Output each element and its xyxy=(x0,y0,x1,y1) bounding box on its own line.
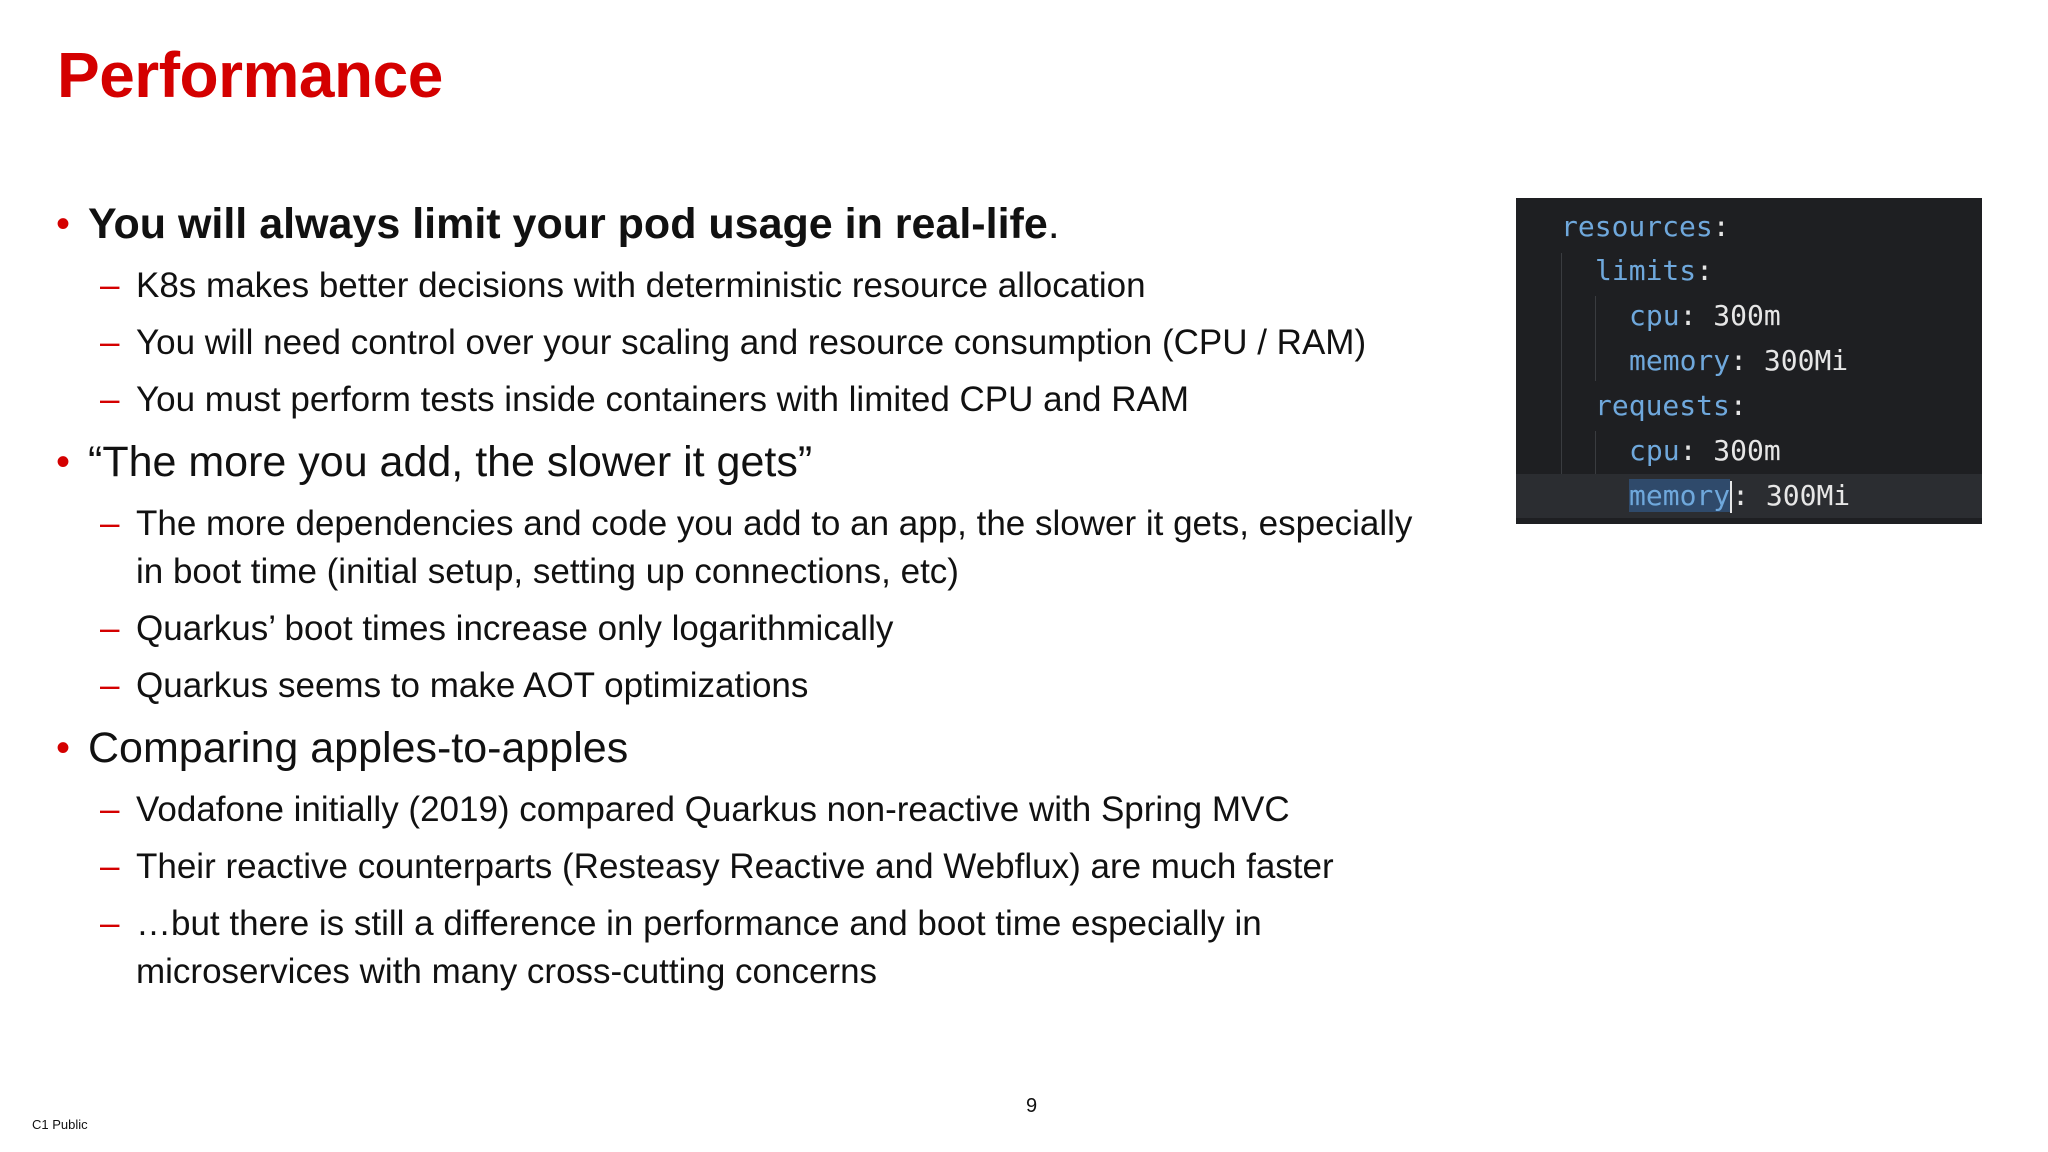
code-line-resources: resources: xyxy=(1561,210,1730,243)
dash-icon: – xyxy=(100,609,120,648)
bullet-item xyxy=(56,434,1436,490)
bullet-list xyxy=(56,196,1436,1006)
sub-text: …but there is still a difference in performance and boot time especially in microservices with many cross-cutting concerns xyxy=(136,904,1262,991)
bullet-dot-icon: • xyxy=(56,726,71,770)
sub-item xyxy=(56,319,1436,367)
dash-icon: – xyxy=(100,790,120,829)
bullet-text: You will always limit your pod usage in real-life xyxy=(88,200,1048,248)
bullet-item xyxy=(56,196,1436,252)
sub-text: Their reactive counterparts (Resteasy Reactive and Webflux) are much faster xyxy=(136,847,1334,886)
page-number: 9 xyxy=(1026,1095,1038,1117)
dash-icon: – xyxy=(100,847,120,886)
code-line-limits-cpu: cpu: 300m xyxy=(1629,299,1781,332)
bullet-text: Comparing apples-to-apples xyxy=(88,724,629,772)
code-line-requests-cpu: cpu: 300m xyxy=(1629,434,1781,467)
code-line-requests: requests: xyxy=(1595,389,1747,422)
code-snippet xyxy=(1516,198,1982,524)
sub-text: K8s makes better decisions with deterministic resource allocation xyxy=(136,266,1146,305)
sub-item xyxy=(56,376,1436,424)
dash-icon: – xyxy=(100,266,120,305)
classification-label: C1 Public xyxy=(32,1117,88,1132)
sub-text: The more dependencies and code you add to an app, the slower it gets, especially in boot time (initial setup, setting up connections, etc) xyxy=(136,504,1413,591)
bullet-text: “The more you add, the slower it gets” xyxy=(88,438,813,486)
indent-guide xyxy=(1595,296,1596,381)
sub-text: Vodafone initially (2019) compared Quarkus non-reactive with Spring MVC xyxy=(136,790,1290,829)
dash-icon: – xyxy=(100,504,120,543)
sub-text: Quarkus’ boot times increase only logarithmically xyxy=(136,609,894,648)
bullet-dot-icon: • xyxy=(56,440,71,484)
sub-item xyxy=(56,843,1436,891)
code-line-limits-memory: memory: 300Mi xyxy=(1629,344,1849,377)
sub-list xyxy=(56,500,1436,710)
sub-list xyxy=(56,786,1436,996)
dash-icon: – xyxy=(100,904,120,943)
sub-item xyxy=(56,662,1436,710)
bullet-item xyxy=(56,720,1436,776)
sub-item xyxy=(56,605,1436,653)
dash-icon: – xyxy=(100,380,120,419)
sub-item xyxy=(56,262,1436,310)
dash-icon: – xyxy=(100,666,120,705)
sub-item xyxy=(56,500,1436,596)
sub-item xyxy=(56,786,1436,834)
sub-text: You must perform tests inside containers with limited CPU and RAM xyxy=(136,380,1190,419)
bullet-suffix: . xyxy=(1047,200,1060,248)
sub-text: Quarkus seems to make AOT optimizations xyxy=(136,666,809,705)
code-line-requests-memory[interactable]: memory: 300Mi xyxy=(1516,474,1982,518)
bullet-dot-icon: • xyxy=(56,202,71,246)
sub-text: You will need control over your scaling and resource consumption (CPU / RAM) xyxy=(136,323,1367,362)
sub-list xyxy=(56,262,1436,424)
slide-title: Performance xyxy=(57,39,443,111)
sub-item xyxy=(56,900,1436,996)
code-line-limits: limits: xyxy=(1595,254,1714,287)
dash-icon: – xyxy=(100,323,120,362)
